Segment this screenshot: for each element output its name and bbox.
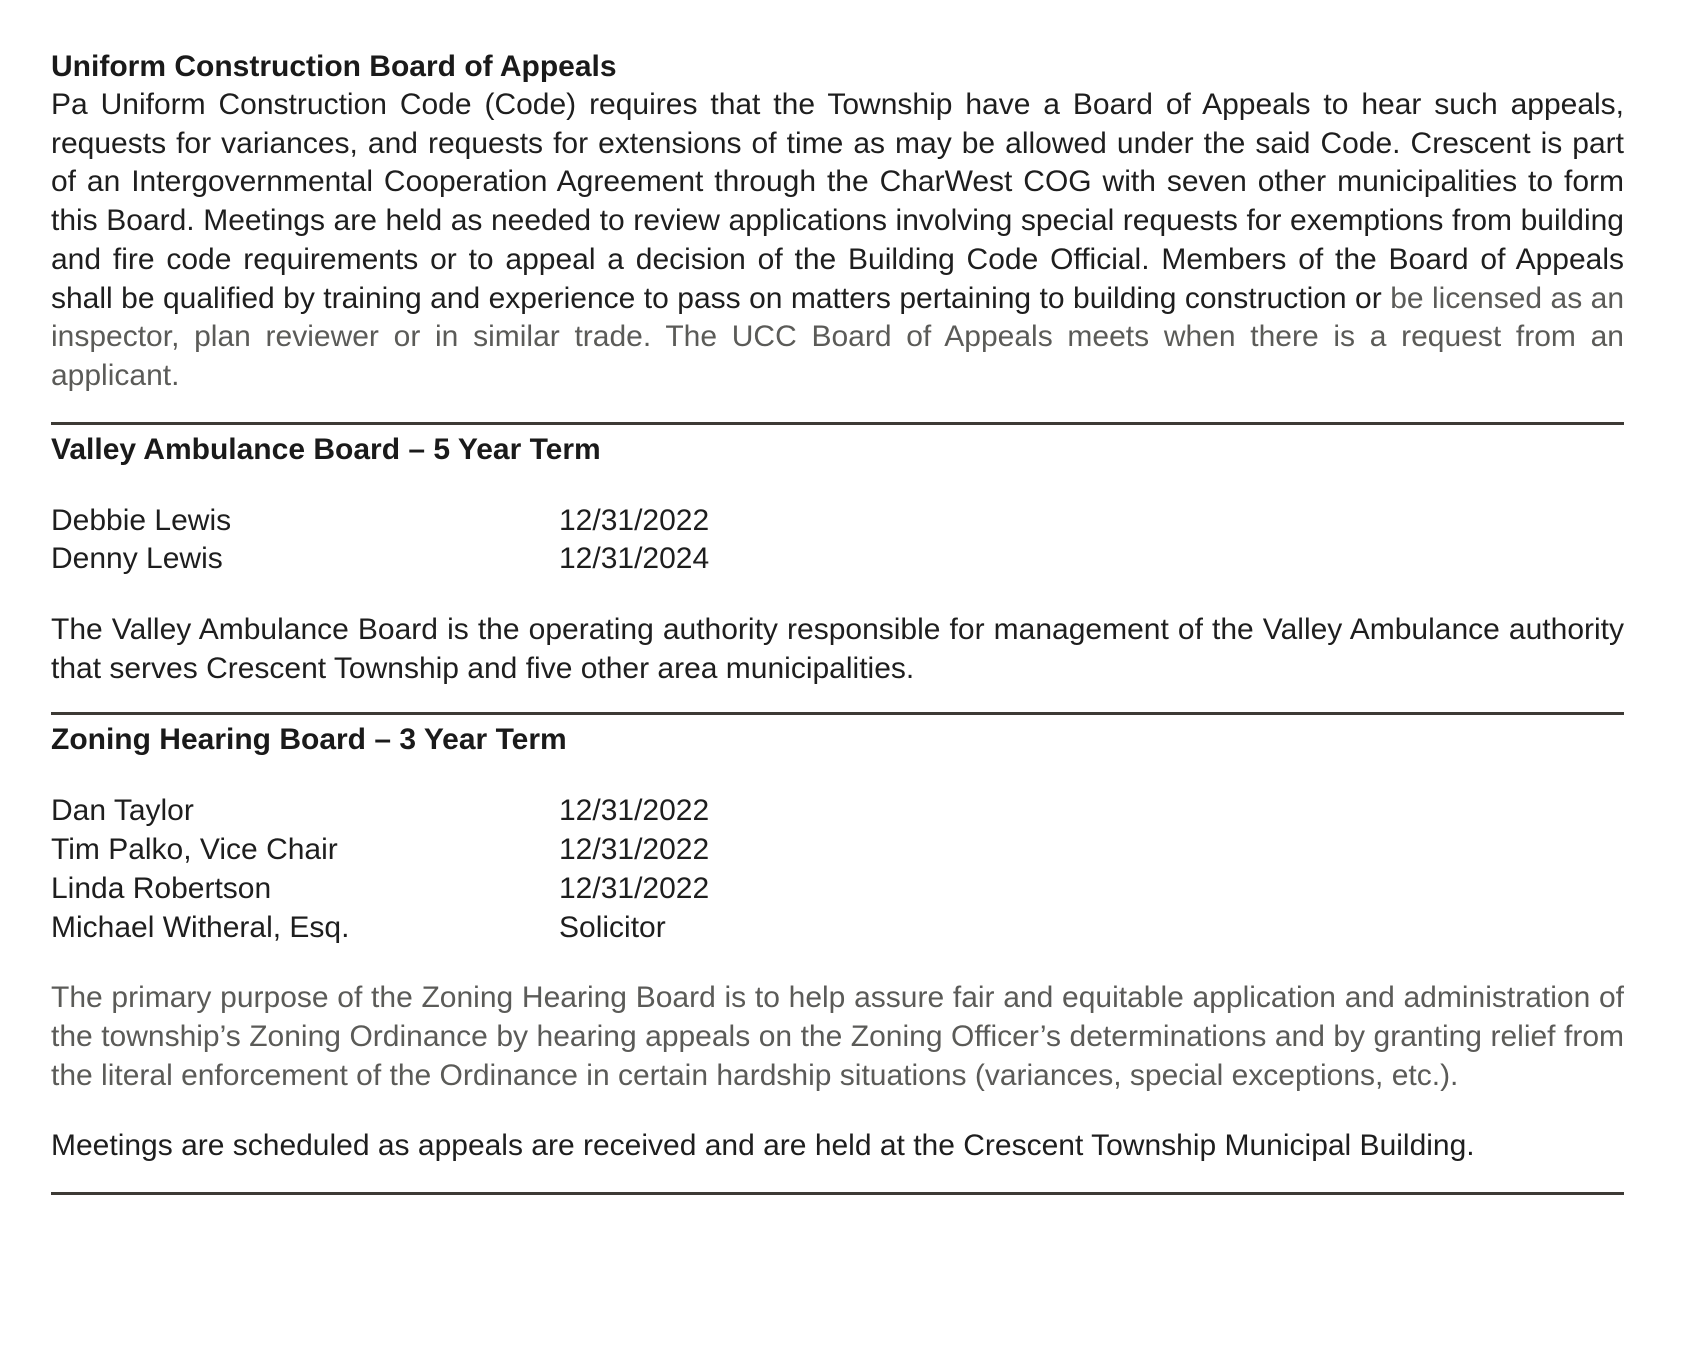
member-row: [51, 909, 1624, 948]
ambulance-section: [51, 431, 1624, 689]
member-term: Solicitor: [559, 910, 666, 944]
ambulance-description: The Valley Ambulance Board is the operating authority responsible for management of the Valley Ambulance authority that serves Crescent Township and five other area municipalities.: [51, 613, 1624, 685]
member-row: [51, 831, 1624, 870]
member-name: Michael Witheral, Esq.: [51, 910, 350, 944]
member-name: Tim Palko, Vice Chair: [51, 833, 338, 867]
ucc-description-muted: be licensed as an inspector, plan reviewer or in similar trade. The UCC Board of Appeals meets when there is a request from an applicant.: [51, 281, 1625, 392]
ucc-title: Uniform Construction Board of Appeals: [51, 50, 617, 83]
member-name: Debbie Lewis: [51, 503, 232, 537]
ucc-section: [51, 48, 1624, 396]
zoning-section: [51, 721, 1624, 1166]
zoning-meetings: Meetings are scheduled as appeals are received and are held at the Crescent Township Municipal Building.: [51, 1129, 1475, 1163]
ambulance-title: Valley Ambulance Board – 5 Year Term: [51, 432, 601, 466]
member-row: [51, 502, 1624, 541]
member-name: Linda Robertson: [51, 871, 272, 905]
zoning-purpose: The primary purpose of the Zoning Hearing Board is to help assure fair and equitable application and administration of the township’s Zoning Ordinance by hearing appeals on the Zoning Officer’s determinations and by granting relief from the literal enforcement of the Ordinance in certain hardship situations (variances, special exceptions, etc.).: [51, 981, 1624, 1092]
member-name: Dan Taylor: [51, 794, 194, 828]
member-term: 12/31/2022: [559, 833, 710, 867]
ambulance-member-list: [51, 502, 1624, 579]
document-page: [51, 48, 1624, 1195]
section-divider: [51, 712, 1624, 715]
member-term: 12/31/2022: [559, 871, 710, 905]
section-divider: [51, 1192, 1624, 1195]
member-term: 12/31/2022: [559, 503, 710, 537]
member-name: Denny Lewis: [51, 542, 223, 576]
ucc-description: [51, 86, 1624, 396]
member-row: [51, 540, 1624, 579]
section-divider: [51, 422, 1624, 425]
member-term: 12/31/2022: [559, 794, 710, 828]
zoning-member-list: [51, 792, 1624, 947]
ucc-description-main: Pa Uniform Construction Code (Code) requires that the Township have a Board of Appeals to hear such appeals, requests for variances, and requests for extensions of time as may be allowed under the said Code. Crescent is part of an Intergovernmental Cooperation Agreement through the CharWest COG with seven other municipalities to form this Board. Meetings are held as needed to review applications involving special requests for exemptions from building and fire code requirements or to appeal a decision of the Building Code Official. Members of the Board of Appeals shall be qualified by training and experience to pass on matters pertaining to building construction or: [51, 88, 1624, 315]
member-row: [51, 870, 1624, 909]
zoning-title: Zoning Hearing Board – 3 Year Term: [51, 723, 567, 757]
member-row: [51, 792, 1624, 831]
member-term: 12/31/2024: [559, 542, 710, 576]
